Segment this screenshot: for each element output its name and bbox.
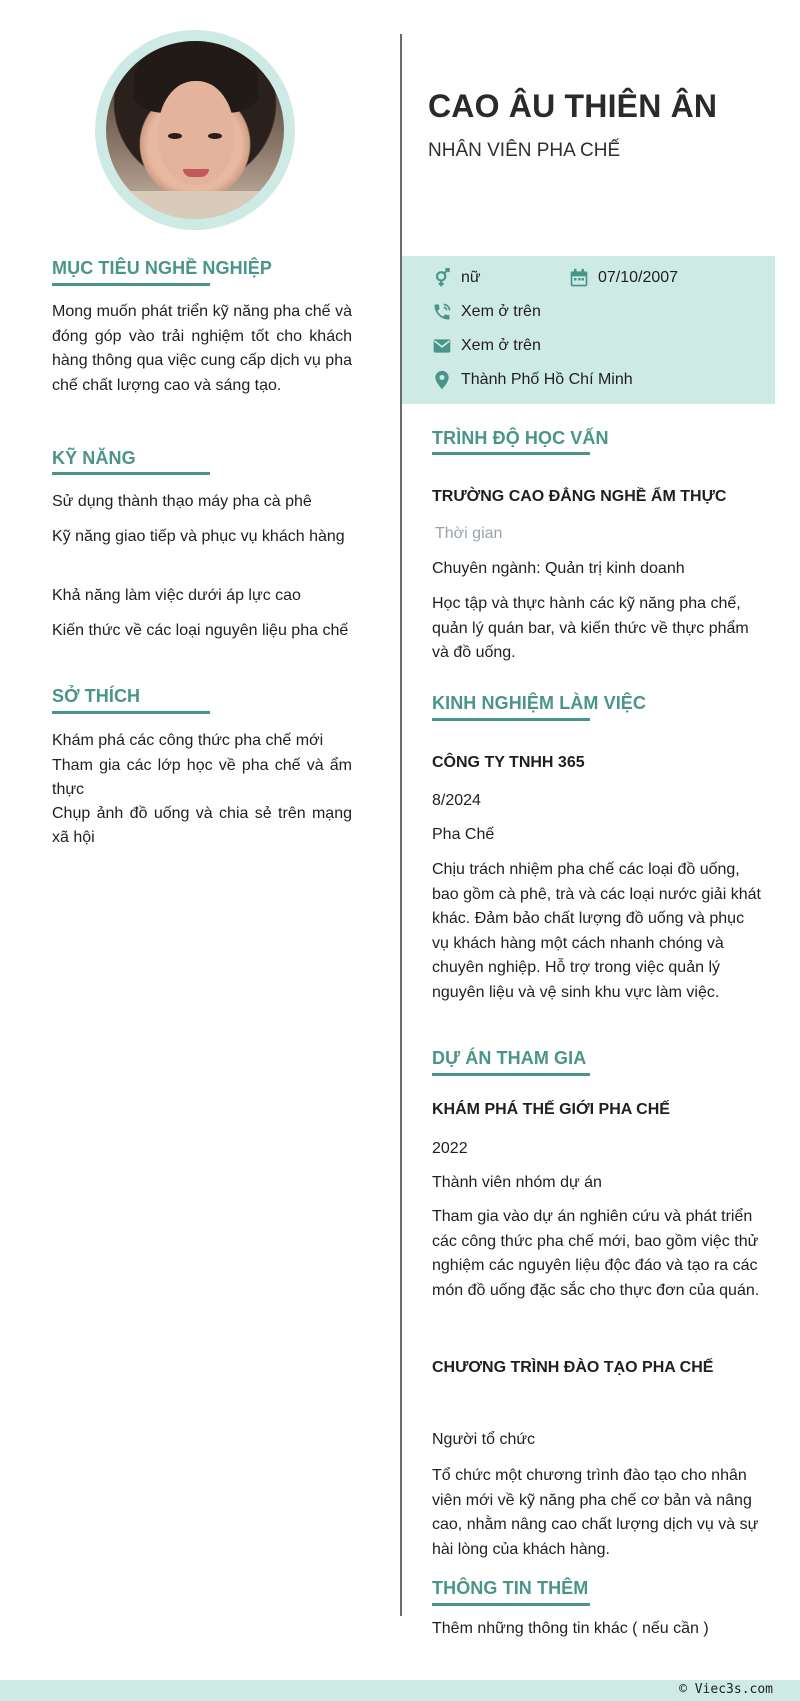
gender-value: nữ (461, 269, 481, 286)
skill-item: Khả năng làm việc dưới áp lực cao (52, 587, 301, 604)
hobby-item: Chụp ảnh đồ uống và chia sẻ trên mạng xã hội (52, 805, 352, 846)
project-description: Tham gia vào dự án nghiên cứu và phát triển các công thức pha chế mới, bao gồm việc thử nghiệm các nguyên liệu độc đáo và tạo ra các món đồ uống đặc sắc cho thực đơn của quán. (432, 1208, 760, 1299)
footer-credit[interactable]: © Viec3s.com (679, 1682, 773, 1697)
education-underline (432, 452, 590, 455)
experience-underline (432, 718, 590, 721)
contact-phone (432, 302, 541, 322)
hobby-item: Tham gia các lớp học về pha chế và ẩm thực (52, 757, 352, 798)
experience-title: KINH NGHIỆM LÀM VIỆC (432, 693, 647, 713)
experience-role: Pha Chế (432, 826, 495, 843)
extra-title: THÔNG TIN THÊM (432, 1578, 589, 1598)
education-major: Chuyên ngành: Quản trị kinh doanh (432, 560, 685, 577)
objective-underline (52, 283, 210, 286)
birthday-value: 07/10/2007 (598, 269, 679, 286)
location-icon (432, 370, 452, 390)
avatar-frame (95, 30, 295, 230)
project-name: CHƯƠNG TRÌNH ĐÀO TẠO PHA CHẾ (432, 1359, 714, 1376)
project-year: 2022 (432, 1140, 468, 1157)
education-school: TRƯỜNG CAO ĐẲNG NGHỀ ẨM THỰC (432, 488, 727, 505)
project-name: KHÁM PHÁ THẾ GIỚI PHA CHẾ (432, 1101, 670, 1118)
skill-item: Kiến thức về các loại nguyên liệu pha chế (52, 622, 349, 639)
extra-text: Thêm những thông tin khác ( nếu cần ) (432, 1620, 709, 1637)
skills-title: KỸ NĂNG (52, 448, 136, 468)
project-description: Tổ chức một chương trình đào tạo cho nhân viên mới về kỹ năng pha chế cơ bản và nâng cao, nhằm nâng cao chất lượng dịch vụ và sự hài lòng của khách hàng. (432, 1467, 759, 1558)
education-description: Học tập và thực hành các kỹ năng pha chế, quản lý quán bar, và kiến thức về thực phẩm và đồ uống. (432, 595, 749, 661)
footer-bar (0, 1680, 800, 1701)
education-time: Thời gian (435, 525, 503, 542)
projects-underline (432, 1073, 590, 1076)
objective-text: Mong muốn phát triển kỹ năng pha chế và đóng góp vào trải nghiệm tốt cho khách hàng thông qua việc cung cấp dịch vụ pha chế chất lượng cao và sáng tạo. (52, 303, 352, 394)
contact-address (432, 370, 633, 390)
objective-title: MỤC TIÊU NGHỀ NGHIỆP (52, 258, 273, 278)
skill-item: Sử dụng thành thạo máy pha cà phê (52, 493, 312, 510)
experience-date: 8/2024 (432, 792, 481, 809)
contact-email (432, 336, 541, 356)
email-value: Xem ở trên (461, 337, 541, 354)
phone-value: Xem ở trên (461, 303, 541, 320)
email-icon (432, 336, 452, 356)
phone-icon (432, 302, 452, 322)
address-value: Thành Phố Hồ Chí Minh (461, 371, 633, 388)
calendar-icon (569, 268, 589, 288)
hobby-item: Khám phá các công thức pha chế mới (52, 732, 324, 749)
candidate-name: CAO ÂU THIÊN ÂN (428, 88, 718, 124)
contact-birthday (569, 268, 678, 288)
candidate-position: NHÂN VIÊN PHA CHẾ (428, 140, 621, 161)
skill-item: Kỹ năng giao tiếp và phục vụ khách hàng (52, 528, 345, 545)
experience-description: Chịu trách nhiệm pha chế các loại đồ uống, bao gồm cà phê, trà và các loại nước giải khát khác. Đảm bảo chất lượng đồ uống và phục vụ khách hàng một cách nhanh chóng và chuyên nghiệp. Hỗ trợ trong việc quản lý nguyên liệu và vệ sinh khu vực làm việc. (432, 861, 761, 1001)
experience-company: CÔNG TY TNHH 365 (432, 754, 585, 771)
projects-title: DỰ ÁN THAM GIA (432, 1048, 587, 1068)
education-title: TRÌNH ĐỘ HỌC VẤN (432, 428, 609, 448)
hobbies-underline (52, 711, 210, 714)
project-role: Người tổ chức (432, 1431, 536, 1448)
project-role: Thành viên nhóm dự án (432, 1174, 602, 1191)
contact-gender (432, 268, 481, 288)
skills-underline (52, 472, 210, 475)
extra-underline (432, 1603, 590, 1606)
hobbies-title: SỞ THÍCH (52, 686, 141, 706)
avatar (106, 41, 284, 219)
gender-icon (432, 268, 452, 288)
